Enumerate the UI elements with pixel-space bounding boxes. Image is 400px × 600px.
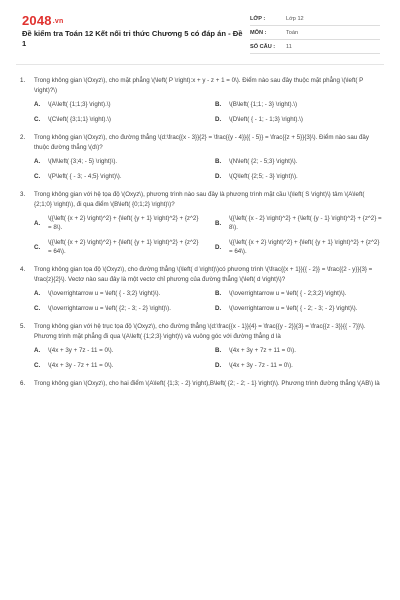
option-letter: B. — [215, 219, 222, 227]
logo-tld: .vn — [52, 18, 64, 25]
answer-option[interactable] — [215, 115, 384, 124]
question-1 — [20, 76, 384, 124]
option-letter: C. — [34, 116, 41, 123]
answer-option[interactable] — [34, 157, 203, 166]
question-number: 2. — [20, 134, 26, 141]
question-4 — [20, 265, 384, 313]
option-text: \(4x + 3y - 7z - 11 = 0\). — [229, 362, 293, 369]
option-letter: A. — [34, 101, 41, 108]
question-number: 3. — [20, 191, 26, 198]
option-letter: B. — [215, 347, 222, 354]
option-letter: C. — [34, 362, 41, 369]
meta-key: LỚP : — [250, 15, 266, 22]
answer-option[interactable] — [34, 100, 203, 109]
meta-key: MÔN : — [250, 29, 267, 36]
meta-table — [250, 12, 380, 54]
option-text: \(D\left( { - 1; - 1;3} \right).\) — [229, 116, 303, 123]
answer-options — [34, 214, 384, 256]
answer-options — [34, 157, 384, 181]
answer-option[interactable] — [215, 157, 384, 166]
document-title: Đề kiểm tra Toán 12 Kết nối tri thức Chương 5 có đáp án - Đề 1 — [22, 29, 243, 48]
question-5 — [20, 322, 384, 370]
option-text: \(\overrightarrow u = \left( { - 3;2} \right)\). — [48, 290, 161, 297]
question-6 — [20, 379, 384, 389]
answer-option[interactable] — [34, 214, 203, 232]
site-logo[interactable] — [22, 13, 63, 28]
answer-option[interactable] — [215, 238, 384, 256]
answer-option[interactable] — [215, 172, 384, 181]
option-letter: D. — [215, 173, 222, 180]
answer-option[interactable] — [34, 361, 203, 370]
option-text: \(4x + 3y + 7z + 11 = 0\). — [229, 347, 296, 354]
option-text: \(N\left( {2; - 5;3} \right)\). — [229, 158, 298, 165]
question-2 — [20, 133, 384, 181]
question-3 — [20, 190, 384, 256]
question-text: Trong không gian \(Oxyz\), cho đường thẳng \(d:\frac{{x - 3}}{2} = \frac{{y - 4}}{{ - 5}} = \frac{{z + 5}}{3}\). Điểm nào sau đây thuộc đường thẳng \(d\)? — [34, 134, 369, 151]
option-text: \(C\left( {3;1;1} \right).\) — [48, 116, 111, 123]
question-number: 1. — [20, 77, 26, 84]
question-text: Trong không gian với hệ tọa độ \(Oxyz\), phương trình nào sau đây là phương trình mặt cầu \(\left( S \right)\) tâm \(A\left( {2;1;0} \right)\), đi qua điểm \(B\left( {0;1;2} \right)\)? — [34, 191, 365, 208]
option-letter: C. — [34, 243, 41, 251]
answer-options — [34, 289, 384, 313]
option-letter: A. — [34, 290, 41, 297]
option-letter: B. — [215, 158, 222, 165]
option-text: \(A\left( {1;1;3} \right).\) — [48, 101, 111, 108]
option-text: \(\overrightarrow u = \left( {2; - 3; - 2} \right)\). — [48, 305, 171, 312]
question-stem — [20, 322, 384, 341]
meta-value: Lớp 12 — [286, 15, 304, 22]
option-text: \({\left( {x + 2} \right)^2} + {\left( {y + 1} \right)^2} + {z^2} = 8\). — [48, 215, 199, 231]
option-text: \(4x + 3y + 7z - 11 = 0\). — [48, 347, 114, 354]
answer-option[interactable] — [34, 115, 203, 124]
answer-option[interactable] — [34, 238, 203, 256]
answer-option[interactable] — [34, 172, 203, 181]
question-stem — [20, 265, 384, 284]
question-list — [20, 76, 384, 398]
meta-value: 11 — [286, 43, 292, 50]
answer-option[interactable] — [215, 304, 384, 313]
question-stem — [20, 190, 384, 209]
option-letter: A. — [34, 219, 41, 227]
answer-option[interactable] — [215, 289, 384, 298]
answer-option[interactable] — [215, 361, 384, 370]
meta-value: Toán — [286, 29, 299, 36]
answer-option[interactable] — [34, 304, 203, 313]
question-stem — [20, 133, 384, 152]
question-text: Trong không gian \(Oxyz\), cho mặt phẳng \(\left( P \right):x + y - z + 1 = 0\). Điểm nào sau đây thuộc mặt phẳng \(\left( P \right)?\) — [34, 77, 364, 94]
answer-option[interactable] — [215, 346, 384, 355]
meta-key: SỐ CÂU : — [250, 43, 276, 50]
option-text: \({\left( {x + 2} \right)^2} + {\left( {y + 1} \right)^2} + {z^2} = 64\). — [229, 239, 380, 255]
option-letter: A. — [34, 158, 41, 165]
option-letter: D. — [215, 116, 222, 123]
option-text: \({\left( {x - 2} \right)^2} + {\left( {y - 1} \right)^2} + {z^2} = 8\). — [229, 215, 382, 231]
meta-row — [250, 40, 380, 54]
question-number: 5. — [20, 323, 26, 330]
option-text: \(\overrightarrow u = \left( { - 2; - 3; - 2} \right)\). — [229, 305, 358, 312]
answer-option[interactable] — [34, 289, 203, 298]
option-letter: D. — [215, 305, 222, 312]
meta-row — [250, 26, 380, 40]
header-divider — [16, 64, 384, 65]
answer-option[interactable] — [215, 214, 384, 232]
option-letter: B. — [215, 101, 222, 108]
option-letter: D. — [215, 362, 222, 369]
question-stem — [20, 379, 384, 389]
meta-row — [250, 12, 380, 26]
question-text: Trong không gian \(Oxyz\), cho hai điểm \(A\left( {1;3; - 2} \right),B\left( {2; - 2; - 1} \right)\). Phương trình đường thẳng \(AB\) là — [34, 380, 380, 387]
question-text: Trong không gian với hệ trục tọa độ \(Oxyz\), cho đường thẳng \(d:\frac{{x - 1}}{4} = \frac{{y - 2}}{3} = \frac{{z - 3}}{{ - 7}}\). Phương trình mặt phẳng đi qua \(A\left( {1;2;3} \right)\) và vuông góc với đường thẳng d là — [34, 323, 366, 340]
answer-options — [34, 346, 384, 370]
option-letter: D. — [215, 243, 222, 251]
answer-option[interactable] — [215, 100, 384, 109]
question-text: Trong không gian tọa độ \(Oxyz\), cho đường thẳng \(\left( d \right)\)có phương trình \(\frac{{x + 1}}{{ - 2}} = \frac{{2 - y}}{3} = \frac{z}{2}\). Vectơ nào sau đây là một vectơ chỉ phương của đường thẳng \(\left( d \right)\)? — [34, 266, 373, 283]
option-text: \(4x + 3y - 7z + 11 = 0\). — [48, 362, 114, 369]
option-text: \(M\left( {3;4; - 5} \right)\). — [48, 158, 118, 165]
question-number: 4. — [20, 266, 26, 273]
option-text: \(\overrightarrow u = \left( { - 2;3;2} \right)\). — [229, 290, 347, 297]
option-letter: A. — [34, 347, 41, 354]
question-stem — [20, 76, 384, 95]
question-number: 6. — [20, 380, 26, 387]
option-text: \(Q\left( {2;5; - 3} \right)\). — [229, 173, 298, 180]
answer-option[interactable] — [34, 346, 203, 355]
header — [0, 0, 400, 62]
option-letter: C. — [34, 173, 41, 180]
option-text: \(P\left( { - 3; - 4;5} \right)\). — [48, 173, 122, 180]
option-text: \({\left( {x + 2} \right)^2} + {\left( {y + 1} \right)^2} + {z^2} = 64\). — [48, 239, 199, 255]
answer-options — [34, 100, 384, 124]
option-text: \(B\left( {1;1; - 3} \right).\) — [229, 101, 298, 108]
option-letter: C. — [34, 305, 41, 312]
logo-text: 2048 — [22, 13, 52, 28]
option-letter: B. — [215, 290, 222, 297]
